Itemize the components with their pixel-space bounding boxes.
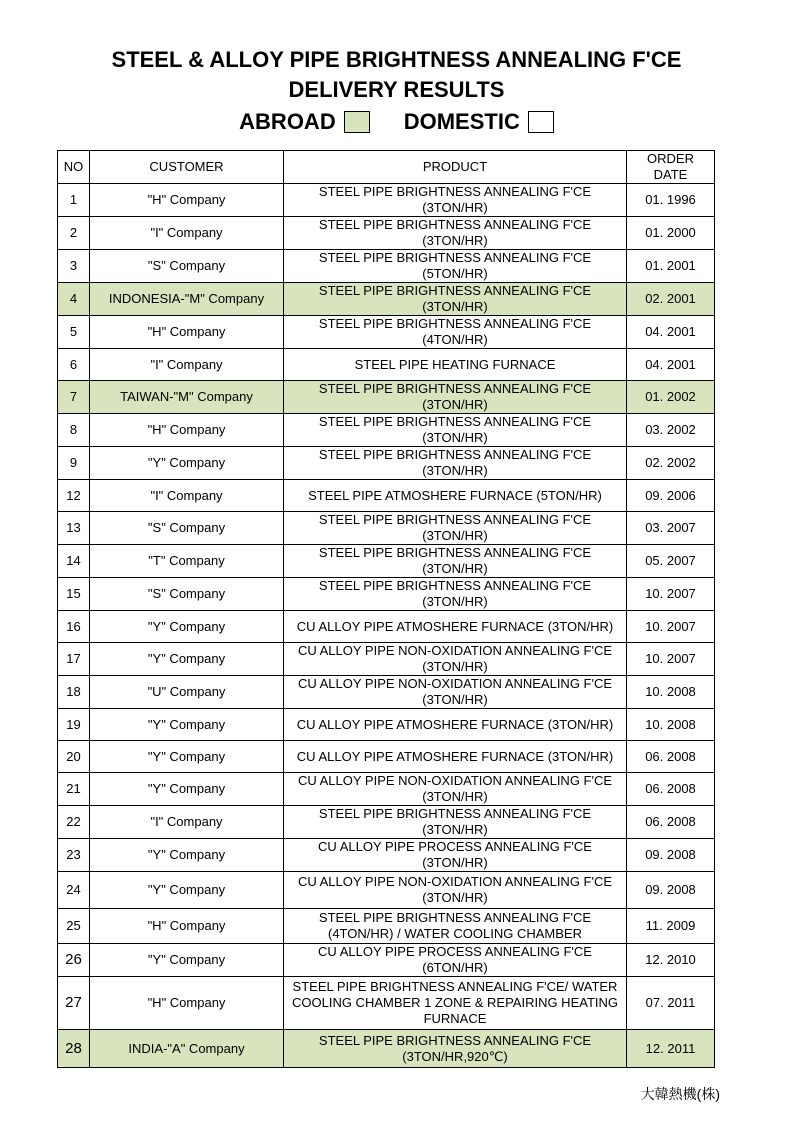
cell-order-date: 06. 2008 (627, 806, 715, 839)
cell-customer: "U" Company (90, 676, 284, 709)
legend-abroad-label: ABROAD (239, 109, 336, 135)
table-row (58, 741, 715, 773)
cell-customer: "I" Company (90, 217, 284, 250)
cell-no: 9 (58, 447, 90, 480)
cell-product: STEEL PIPE ATMOSHERE FURNACE (5TON/HR) (284, 480, 627, 512)
table-row (58, 316, 715, 349)
cell-no: 4 (58, 283, 90, 316)
table-row (58, 447, 715, 480)
table-row (58, 184, 715, 217)
cell-product: STEEL PIPE BRIGHTNESS ANNEALING F'CE (3TON/HR) (284, 512, 627, 545)
cell-no: 13 (58, 512, 90, 545)
cell-customer: "H" Company (90, 414, 284, 447)
table-row (58, 709, 715, 741)
cell-no: 2 (58, 217, 90, 250)
header-customer: CUSTOMER (90, 151, 284, 184)
cell-customer: "H" Company (90, 316, 284, 349)
legend-domestic-swatch (528, 111, 554, 133)
cell-order-date: 06. 2008 (627, 741, 715, 773)
cell-no: 5 (58, 316, 90, 349)
cell-customer: INDIA-"A" Company (90, 1030, 284, 1068)
table-row (58, 578, 715, 611)
cell-product: STEEL PIPE BRIGHTNESS ANNEALING F'CE (3TON/HR) (284, 414, 627, 447)
cell-no: 20 (58, 741, 90, 773)
table-row (58, 977, 715, 1030)
cell-product: STEEL PIPE BRIGHTNESS ANNEALING F'CE (3TON/HR) (284, 578, 627, 611)
cell-order-date: 03. 2007 (627, 512, 715, 545)
cell-customer: "Y" Company (90, 773, 284, 806)
cell-product: CU ALLOY PIPE PROCESS ANNEALING F'CE (3TON/HR) (284, 839, 627, 872)
cell-no: 7 (58, 381, 90, 414)
cell-order-date: 10. 2007 (627, 643, 715, 676)
cell-product: CU ALLOY PIPE ATMOSHERE FURNACE (3TON/HR) (284, 611, 627, 643)
cell-order-date: 12. 2010 (627, 944, 715, 977)
cell-no: 22 (58, 806, 90, 839)
table-row (58, 414, 715, 447)
cell-order-date: 03. 2002 (627, 414, 715, 447)
cell-order-date: 02. 2001 (627, 283, 715, 316)
cell-no: 24 (58, 872, 90, 909)
cell-customer: "I" Company (90, 480, 284, 512)
cell-no: 16 (58, 611, 90, 643)
cell-order-date: 10. 2008 (627, 709, 715, 741)
cell-order-date: 07. 2011 (627, 977, 715, 1030)
cell-no: 8 (58, 414, 90, 447)
cell-product: CU ALLOY PIPE ATMOSHERE FURNACE (3TON/HR) (284, 709, 627, 741)
company-mark: 大韓熱機(株) (640, 1086, 720, 1102)
table-row (58, 944, 715, 977)
cell-customer: "Y" Company (90, 741, 284, 773)
table-row (58, 643, 715, 676)
table-row (58, 1030, 715, 1068)
table-row (58, 676, 715, 709)
table-row (58, 512, 715, 545)
document-title-line-2: DELIVERY RESULTS (288, 77, 505, 102)
cell-no: 3 (58, 250, 90, 283)
table-row (58, 611, 715, 643)
table-row (58, 480, 715, 512)
cell-customer: "Y" Company (90, 709, 284, 741)
cell-order-date: 10. 2007 (627, 611, 715, 643)
header-order-date: ORDER DATE (627, 151, 715, 184)
header-product: PRODUCT (284, 151, 627, 184)
cell-no: 21 (58, 773, 90, 806)
cell-order-date: 04. 2001 (627, 316, 715, 349)
cell-customer: "Y" Company (90, 447, 284, 480)
cell-no: 6 (58, 349, 90, 381)
cell-order-date: 06. 2008 (627, 773, 715, 806)
cell-order-date: 09. 2008 (627, 872, 715, 909)
cell-no: 27 (58, 977, 90, 1030)
delivery-results-table (57, 150, 715, 1068)
cell-no: 17 (58, 643, 90, 676)
cell-product: CU ALLOY PIPE NON-OXIDATION ANNEALING F'CE (3TON/HR) (284, 773, 627, 806)
cell-product: STEEL PIPE BRIGHTNESS ANNEALING F'CE (3TON/HR) (284, 217, 627, 250)
cell-order-date: 01. 2002 (627, 381, 715, 414)
cell-no: 15 (58, 578, 90, 611)
cell-no: 26 (58, 944, 90, 977)
cell-no: 18 (58, 676, 90, 709)
cell-product: STEEL PIPE BRIGHTNESS ANNEALING F'CE (3TON/HR) (284, 447, 627, 480)
cell-product: STEEL PIPE BRIGHTNESS ANNEALING F'CE (3TON/HR) (284, 806, 627, 839)
cell-order-date: 01. 2000 (627, 217, 715, 250)
cell-product: STEEL PIPE BRIGHTNESS ANNEALING F'CE (4TON/HR) / WATER COOLING CHAMBER (284, 909, 627, 944)
table-row (58, 250, 715, 283)
cell-no: 23 (58, 839, 90, 872)
table-row (58, 283, 715, 316)
cell-product: CU ALLOY PIPE NON-OXIDATION ANNEALING F'CE (3TON/HR) (284, 872, 627, 909)
cell-product: STEEL PIPE BRIGHTNESS ANNEALING F'CE (3TON/HR) (284, 283, 627, 316)
cell-no: 14 (58, 545, 90, 578)
cell-customer: "Y" Company (90, 839, 284, 872)
cell-order-date: 12. 2011 (627, 1030, 715, 1068)
cell-order-date: 10. 2008 (627, 676, 715, 709)
cell-product: STEEL PIPE BRIGHTNESS ANNEALING F'CE (3TON/HR) (284, 184, 627, 217)
cell-no: 1 (58, 184, 90, 217)
table-row (58, 545, 715, 578)
table-row (58, 839, 715, 872)
cell-customer: "H" Company (90, 909, 284, 944)
cell-order-date: 10. 2007 (627, 578, 715, 611)
cell-customer: "H" Company (90, 184, 284, 217)
document-title-line-1: STEEL & ALLOY PIPE BRIGHTNESS ANNEALING F'CE (111, 47, 682, 72)
table-row (58, 217, 715, 250)
cell-order-date: 01. 2001 (627, 250, 715, 283)
cell-order-date: 04. 2001 (627, 349, 715, 381)
table-row (58, 773, 715, 806)
cell-customer: "S" Company (90, 578, 284, 611)
cell-product: CU ALLOY PIPE NON-OXIDATION ANNEALING F'CE (3TON/HR) (284, 676, 627, 709)
table-row (58, 909, 715, 944)
cell-order-date: 02. 2002 (627, 447, 715, 480)
cell-customer: "Y" Company (90, 944, 284, 977)
table-row (58, 381, 715, 414)
legend-abroad-swatch (344, 111, 370, 133)
cell-product: STEEL PIPE HEATING FURNACE (284, 349, 627, 381)
header-no: NO (58, 151, 90, 184)
cell-product: STEEL PIPE BRIGHTNESS ANNEALING F'CE (5TON/HR) (284, 250, 627, 283)
table-row (58, 872, 715, 909)
cell-customer: "S" Company (90, 250, 284, 283)
cell-no: 12 (58, 480, 90, 512)
cell-order-date: 11. 2009 (627, 909, 715, 944)
cell-no: 28 (58, 1030, 90, 1068)
cell-product: STEEL PIPE BRIGHTNESS ANNEALING F'CE (3TON/HR) (284, 381, 627, 414)
cell-no: 25 (58, 909, 90, 944)
cell-no: 19 (58, 709, 90, 741)
cell-product: CU ALLOY PIPE PROCESS ANNEALING F'CE (6TON/HR) (284, 944, 627, 977)
cell-product: CU ALLOY PIPE NON-OXIDATION ANNEALING F'CE (3TON/HR) (284, 643, 627, 676)
cell-customer: "Y" Company (90, 611, 284, 643)
cell-customer: "H" Company (90, 977, 284, 1030)
cell-customer: "T" Company (90, 545, 284, 578)
cell-customer: "S" Company (90, 512, 284, 545)
cell-product: CU ALLOY PIPE ATMOSHERE FURNACE (3TON/HR) (284, 741, 627, 773)
table-header-row (58, 151, 715, 184)
cell-customer: "Y" Company (90, 872, 284, 909)
table-row (58, 806, 715, 839)
cell-order-date: 01. 1996 (627, 184, 715, 217)
cell-customer: "I" Company (90, 349, 284, 381)
table-row (58, 349, 715, 381)
legend-domestic-label: DOMESTIC (403, 109, 520, 135)
cell-order-date: 09. 2006 (627, 480, 715, 512)
cell-product: STEEL PIPE BRIGHTNESS ANNEALING F'CE (4TON/HR) (284, 316, 627, 349)
cell-customer: "Y" Company (90, 643, 284, 676)
cell-order-date: 05. 2007 (627, 545, 715, 578)
cell-order-date: 09. 2008 (627, 839, 715, 872)
cell-product: STEEL PIPE BRIGHTNESS ANNEALING F'CE (3TON/HR) (284, 545, 627, 578)
cell-customer: TAIWAN-"M" Company (90, 381, 284, 414)
cell-product: STEEL PIPE BRIGHTNESS ANNEALING F'CE (3TON/HR,920℃) (284, 1030, 627, 1068)
cell-customer: INDONESIA-"M" Company (90, 283, 284, 316)
cell-customer: "I" Company (90, 806, 284, 839)
legend (0, 105, 793, 137)
cell-product: STEEL PIPE BRIGHTNESS ANNEALING F'CE/ WATER COOLING CHAMBER 1 ZONE & REPAIRING HEATING FURNACE (284, 977, 627, 1030)
